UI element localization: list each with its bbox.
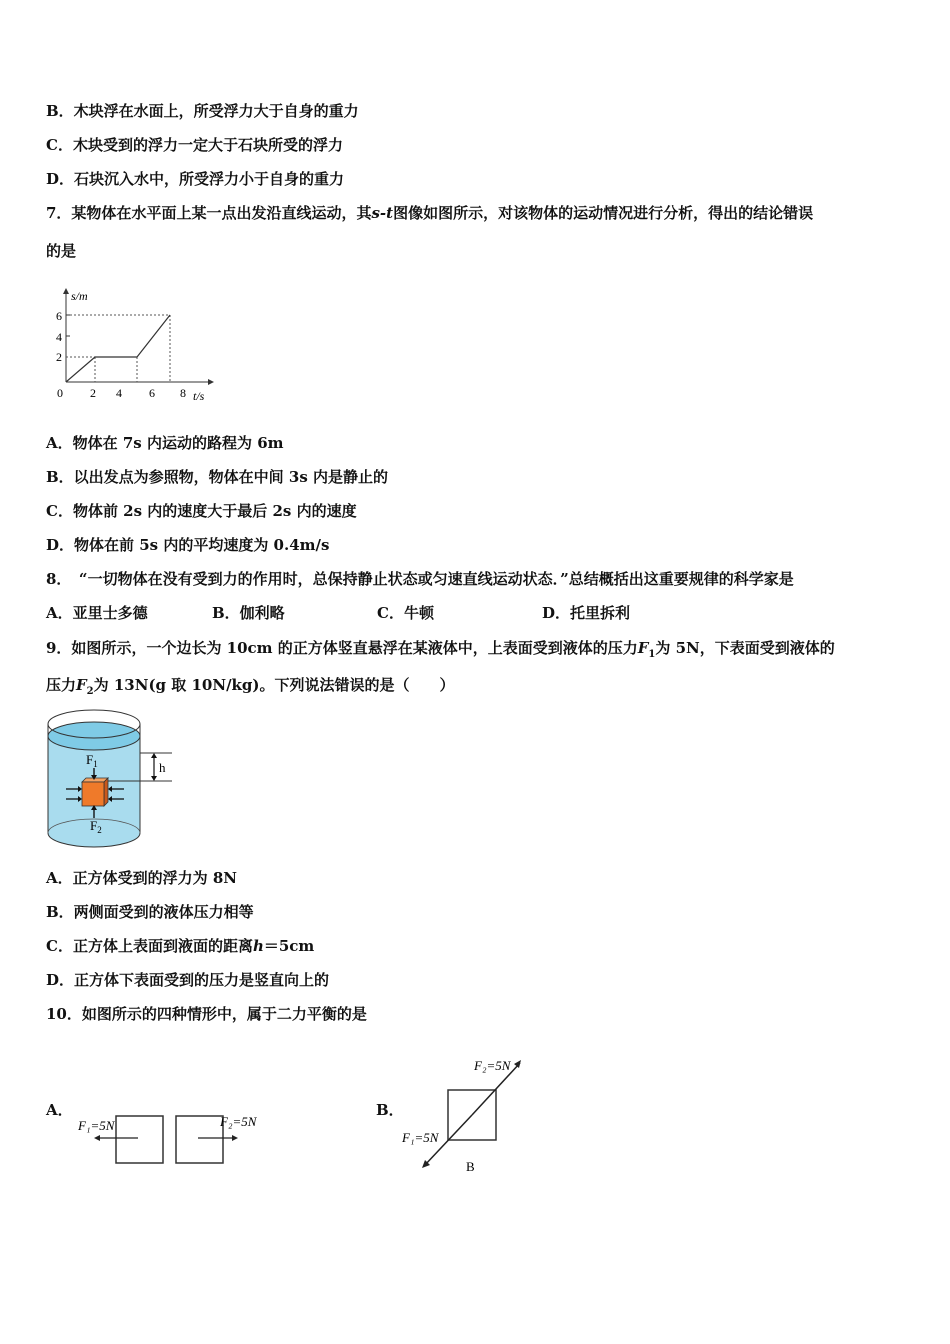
x-tick-6: 6	[149, 386, 155, 400]
q10-fig-b-label: B．	[376, 1101, 404, 1119]
q9-option-c-h: h	[252, 937, 264, 955]
q6-option-c: C．木块受到的浮力一定大于石块所受的浮力	[46, 136, 343, 154]
cube-side	[104, 778, 108, 806]
q10-figure-b	[400, 1050, 545, 1180]
fig-b-caption: B	[466, 1159, 475, 1174]
q7-stem-pre: 7．某物体在水平面上某一点出发沿直线运动，其	[46, 204, 372, 222]
q10-fig-a-label: A．	[46, 1101, 73, 1119]
y-axis-label: s/m	[71, 289, 88, 303]
liquid-surface	[48, 722, 140, 750]
q9-stem-line2	[46, 675, 455, 702]
q10-stem: 10．如图所示的四种情形中，属于二力平衡的是	[46, 1005, 367, 1023]
fig-b-F2-label: F₂=5N	[474, 1058, 511, 1073]
fig-b-F1-label: F₁=5N	[402, 1130, 439, 1145]
q7-stem	[46, 203, 813, 223]
q9-stem-c: 压力	[46, 676, 77, 694]
fig-a-F1-arrowhead	[94, 1135, 100, 1141]
x-tick-0: 0	[57, 386, 63, 400]
q6-option-d: D．石块沉入水中，所受浮力小于自身的重力	[46, 170, 345, 188]
x-tick-8: 8	[180, 386, 186, 400]
q9-option-d: D．正方体下表面受到的压力是竖直向上的	[46, 971, 330, 989]
q9-option-c-b: ＝5cm	[263, 937, 315, 955]
q6-option-b: B．木块浮在水面上，所受浮力大于自身的重力	[46, 102, 359, 120]
y-tick-6: 6	[56, 309, 62, 323]
q8-options	[46, 603, 630, 623]
q7-stem-var: s-t	[371, 204, 394, 222]
q9-F2: F	[76, 676, 87, 694]
x-tick-2: 2	[90, 386, 96, 400]
q9-option-c-a: C．正方体上表面到液面的距离	[46, 937, 253, 955]
x-tick-4: 4	[116, 386, 122, 400]
q9-stem-b: 为 5N，下表面受到液体的	[655, 639, 835, 657]
q10-figure-a	[76, 1108, 276, 1170]
st-line	[66, 315, 170, 382]
h-arrow-up	[151, 753, 157, 758]
fig-a-F1-label: F₁=5N	[78, 1118, 115, 1133]
q7-st-graph	[50, 285, 215, 405]
F2-label: $F_2$	[90, 818, 102, 835]
h-label: h	[159, 760, 166, 775]
fig-a-box-right	[176, 1116, 223, 1163]
q8-option-b: B．伽利略	[212, 604, 285, 622]
fig-a-F2-arrowhead	[232, 1135, 238, 1141]
q9-option-c	[46, 936, 314, 956]
q7-stem-line2: 的是	[46, 242, 77, 260]
q9-stem-a: 9．如图所示，一个边长为 10cm 的正方体竖直悬浮在某液体中，上表面受到液体的压力	[46, 639, 638, 657]
cube	[82, 782, 104, 806]
q8-option-a: A．亚里士多德	[46, 604, 148, 622]
q9-stem-line1	[46, 638, 835, 665]
F1-label: $F_1$	[86, 752, 98, 769]
y-axis-arrow	[63, 288, 69, 294]
q9-F1-sub: 1	[648, 649, 656, 660]
q7-option-d: D．物体在前 5s 内的平均速度为 0.4m/s	[46, 536, 330, 554]
q8-stem: 8． “一切物体在没有受到力的作用时，总保持静止状态或匀速直线运动状态．”总结概括出这重要规律的科学家是	[46, 570, 794, 588]
q7-option-a: A．物体在 7s 内运动的路程为 6m	[46, 434, 284, 452]
q7-stem-post: 图像如图所示，对该物体的运动情况进行分析，得出的结论错误	[393, 204, 814, 222]
q9-F2-sub: 2	[86, 686, 94, 697]
x-axis-label: t/s	[193, 389, 205, 403]
q7-option-b: B．以出发点为参照物，物体在中间 3s 内是静止的	[46, 468, 389, 486]
q9-stem-d: 为 13N(g 取 10N/kg)。下列说法错误的是（ ）	[93, 676, 455, 694]
h-arrow-down	[151, 776, 157, 781]
fig-a-box-left	[116, 1116, 163, 1163]
q9-option-a: A．正方体受到的浮力为 8N	[46, 869, 238, 887]
q9-F1: F	[637, 639, 649, 657]
q8-option-c: C．牛顿	[377, 604, 434, 622]
q9-option-b: B．两侧面受到的液体压力相等	[46, 903, 254, 921]
q7-option-c: C．物体前 2s 内的速度大于最后 2s 内的速度	[46, 502, 357, 520]
q9-cube-figure	[44, 706, 179, 858]
x-axis-arrow	[208, 379, 214, 385]
fig-a-F2-label: F₂=5N	[220, 1114, 257, 1129]
q8-option-d: D．托里拆利	[542, 604, 631, 622]
y-tick-4: 4	[56, 330, 62, 344]
y-tick-2: 2	[56, 350, 62, 364]
